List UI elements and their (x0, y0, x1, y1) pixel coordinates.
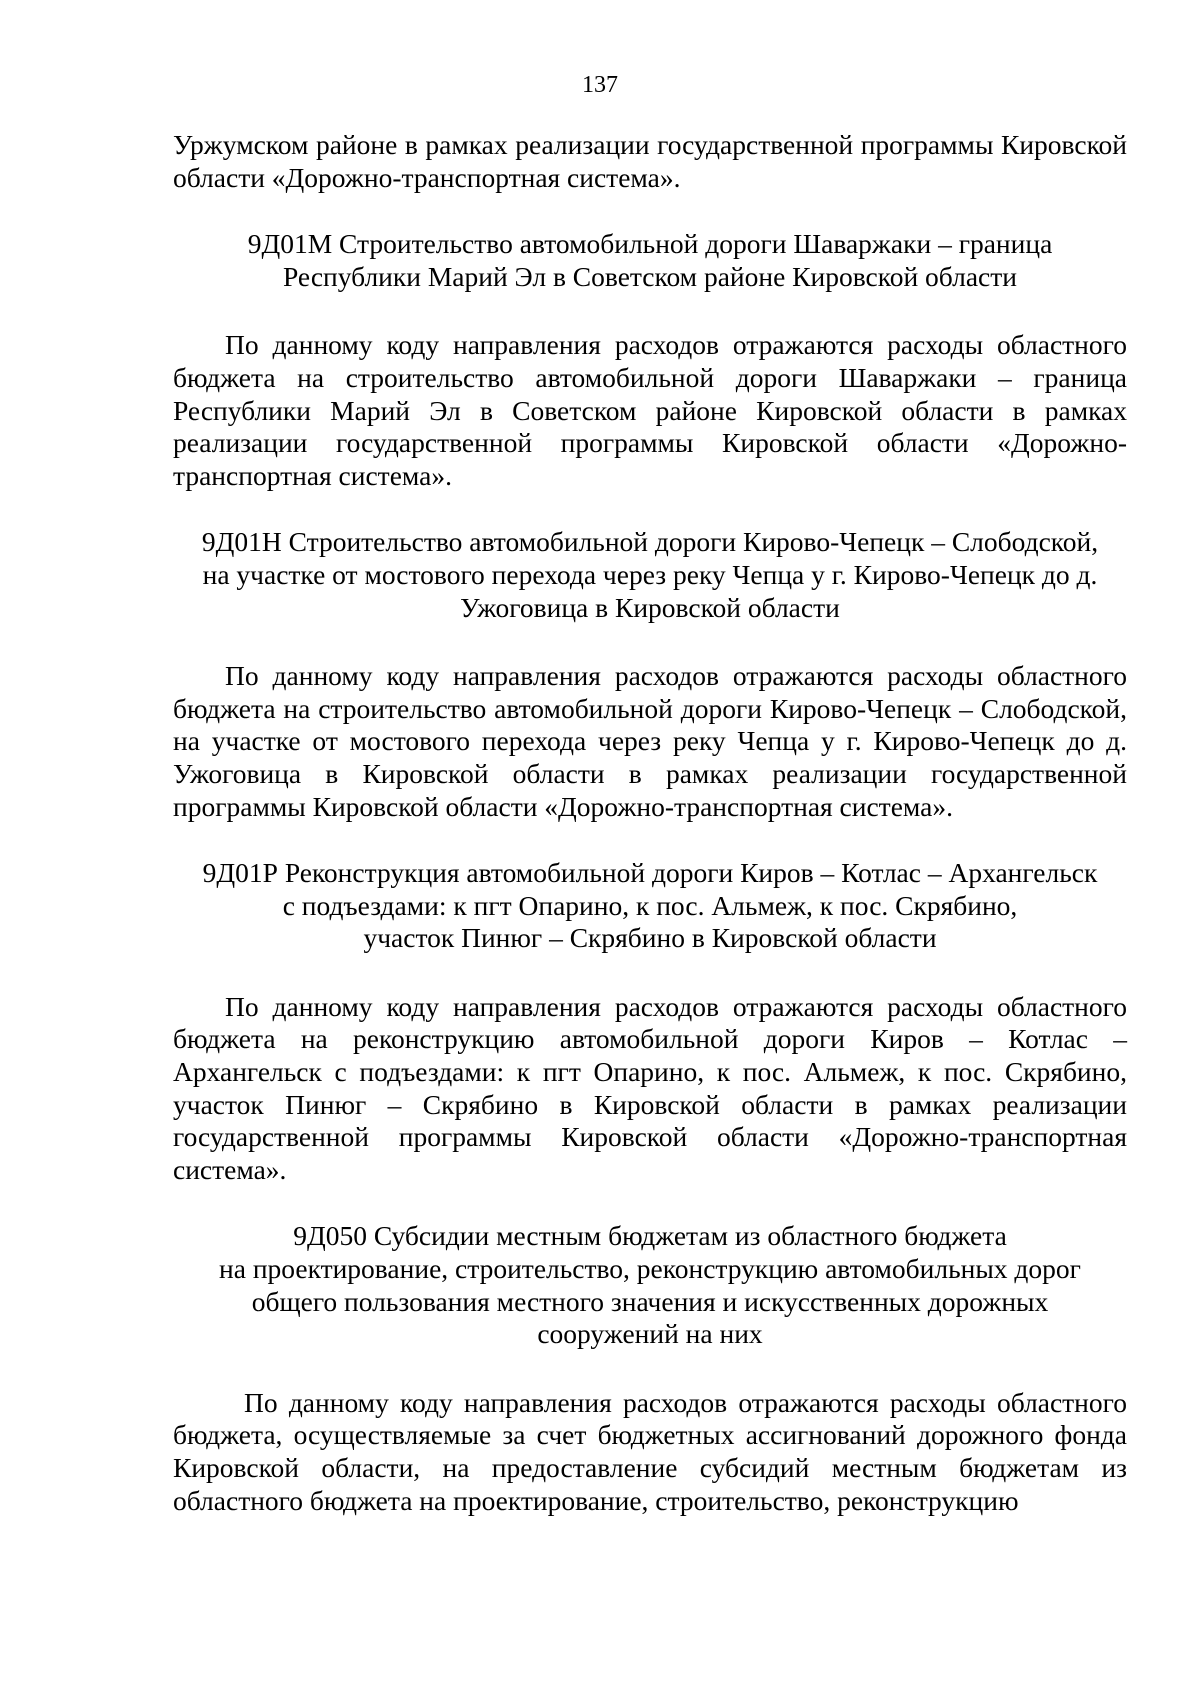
intro-paragraph: Уржумском районе в рамках реализации государственной программы Кировской области «Дорожно-транспортная система». (173, 129, 1127, 193)
section-heading (173, 526, 1127, 624)
heading-line: Ужоговица в Кировской области (460, 591, 840, 623)
heading-line: Республики Марий Эл в Советском районе Кировской области (283, 260, 1017, 292)
section-body: По данному коду направления расходов отражаются расходы областного бюджета, осуществляемые за счет бюджетных ассигнований дорожного фонда Кировской области, на предоставление субсидий местным бюджетам из областного бюджета на проектирование, строительство, реконструкцию (173, 1386, 1127, 1516)
heading-line: 9Д050 Субсидии местным бюджетам из областного бюджета (293, 1220, 1007, 1252)
section-heading (173, 857, 1127, 955)
document-body (173, 129, 1127, 1517)
heading-line: на проектирование, строительство, реконструкцию автомобильных дорог (219, 1253, 1081, 1285)
heading-line: 9Д01М Строительство автомобильной дороги Шаваржаки – граница (247, 228, 1053, 260)
section-body: По данному коду направления расходов отражаются расходы областного бюджета на реконструкцию автомобильной дороги Киров – Котлас – Архангельск с подъездами: к пгт Опарино, к пос. Альмеж, к пос. Скрябино, участок Пинюг – Скрябино в Кировской области в рамках реализации государственной программы Кировской области «Дорожно-транспортная система». (173, 990, 1127, 1185)
section-heading (173, 228, 1127, 293)
section-body: По данному коду направления расходов отражаются расходы областного бюджета на строительство автомобильной дороги Кирово-Чепецк – Слободской, на участке от мостового перехода через реку Чепца у г. Кирово-Чепецк до д. Ужоговица в Кировской области в рамках реализации государственной программы Кировской области «Дорожно-транспортная система». (173, 660, 1127, 822)
section-body: По данному коду направления расходов отражаются расходы областного бюджета на строительство автомобильной дороги Шаваржаки – граница Республики Марий Эл в Советском районе Кировской области в рамках реализации государственной программы Кировской области «Дорожно-транспортная система». (173, 329, 1127, 491)
heading-line: 9Д01Н Строительство автомобильной дороги Кирово-Чепецк – Слободской, (201, 526, 1099, 558)
section-heading (173, 1220, 1127, 1350)
heading-line: участок Пинюг – Скрябино в Кировской области (363, 922, 937, 954)
heading-line: на участке от мостового перехода через реку Чепца у г. Кирово-Чепецк до д. (202, 558, 1098, 590)
heading-line: общего пользования местного значения и искусственных дорожных (251, 1285, 1049, 1317)
heading-line: 9Д01Р Реконструкция автомобильной дороги Киров – Котлас – Архангельск (202, 857, 1098, 889)
heading-line: сооружений на них (537, 1318, 763, 1350)
heading-line: с подъездами: к пгт Опарино, к пос. Альмеж, к пос. Скрябино, (282, 889, 1018, 921)
page-number: 137 (582, 72, 618, 98)
